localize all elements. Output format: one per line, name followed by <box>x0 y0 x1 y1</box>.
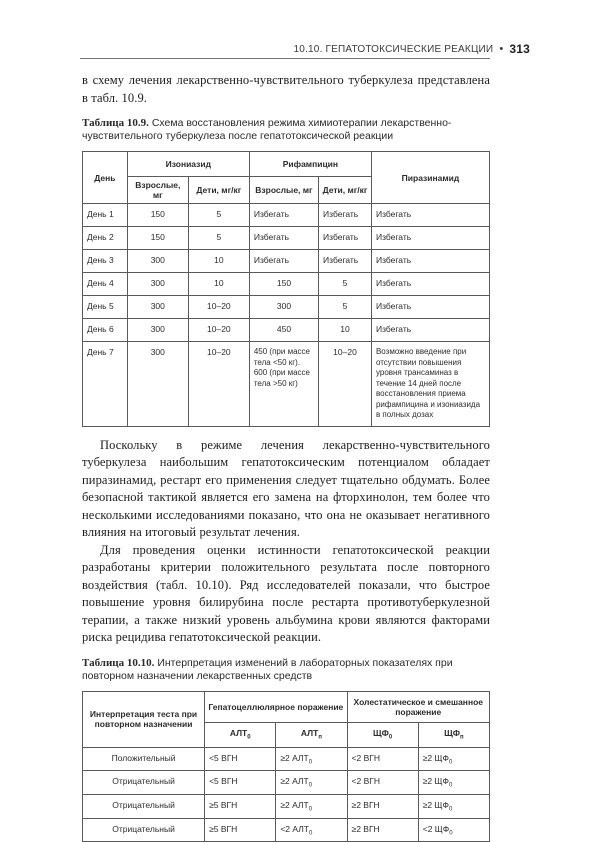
cell-day: День 7 <box>83 342 128 427</box>
cell-rif-child: 10 <box>319 319 372 342</box>
cell-iso-adult: 150 <box>127 204 188 227</box>
intro-paragraph: в схему лечения лекарственно-чувствительного туберкулеза представлена в табл. 10.9. <box>82 72 490 107</box>
table-row <box>83 296 490 319</box>
table-row <box>83 273 490 296</box>
table-row <box>83 227 490 250</box>
cell-interp: Положительный <box>83 747 205 771</box>
cell-pza: Избегать <box>371 250 489 273</box>
cell-iso-child: 10–20 <box>188 319 249 342</box>
cell-iso-adult: 300 <box>127 273 188 296</box>
cell-altn: ≥2 $АЛТ_0$ <box>276 747 347 771</box>
table1-caption <box>82 117 490 143</box>
cell-iso-child: 10 <box>188 250 249 273</box>
cell-shfp: ≥2 $ЩФ_0$ <box>418 794 489 818</box>
cell-rif-adult: 450 <box>249 319 318 342</box>
cell-day: День 4 <box>83 273 128 296</box>
cell-rif-adult: Избегать <box>249 250 318 273</box>
col-header-iso-children: Дети, мг/кг <box>188 177 249 204</box>
cell-day: День 1 <box>83 204 128 227</box>
cell-pza: Избегать <box>371 273 489 296</box>
cell-interp: Отрицательный <box>83 771 205 795</box>
cell-shf0: ≥2 ВГН <box>347 794 418 818</box>
cell-alt0: <5 ВГН <box>205 747 276 771</box>
cell-pza: Избегать <box>371 204 489 227</box>
col-header-iso-adults: Взрослые, мг <box>127 177 188 204</box>
cell-iso-child: 10–20 <box>188 342 249 427</box>
cell-alt0: ≥5 ВГН <box>205 818 276 842</box>
cell-rif-adult: Избегать <box>249 227 318 250</box>
col-header-rifampicin: Рифампицин <box>249 152 371 177</box>
cell-day: День 6 <box>83 319 128 342</box>
cell-iso-child: 5 <box>188 204 249 227</box>
cell-shf0: <2 ВГН <box>347 771 418 795</box>
col-header-altn: $АЛТ_п$ <box>276 722 347 747</box>
cell-day: День 5 <box>83 296 128 319</box>
cell-shfp: <2 $ЩФ_0$ <box>418 818 489 842</box>
cell-rif-child: Избегать <box>319 227 372 250</box>
table1-caption-text: Схема восстановления режима химиотерапии лекарственно-чувствительного туберкулеза после гепатотоксической реакции <box>82 117 451 142</box>
col-header-cholestatic: Холестатическое и смешанное поражение <box>347 691 489 722</box>
cell-rif-child: 5 <box>319 296 372 319</box>
cell-iso-child: 10 <box>188 273 249 296</box>
cell-pza: Избегать <box>371 319 489 342</box>
cell-iso-adult: 300 <box>127 319 188 342</box>
col-header-pyrazinamide: Пиразинамид <box>371 152 489 204</box>
cell-shfp: ≥2 $ЩФ_0$ <box>418 747 489 771</box>
table-row <box>83 818 490 842</box>
table-row <box>83 747 490 771</box>
col-header-alt0: $АЛТ_0$ <box>205 722 276 747</box>
cell-rif-adult: 150 <box>249 273 318 296</box>
table2-caption-label: Таблица 10.10. <box>82 657 154 669</box>
cell-iso-adult: 300 <box>127 250 188 273</box>
cell-rif-child: 5 <box>319 273 372 296</box>
cell-day: День 2 <box>83 227 128 250</box>
cell-iso-child: 10–20 <box>188 296 249 319</box>
cell-rif-child: Избегать <box>319 204 372 227</box>
table2-caption <box>82 657 490 683</box>
table-row <box>83 204 490 227</box>
cell-iso-adult: 300 <box>127 296 188 319</box>
separator-bullet: • <box>499 43 503 55</box>
cell-shfp: ≥2 $ЩФ_0$ <box>418 771 489 795</box>
cell-iso-adult: 150 <box>127 227 188 250</box>
header-rule <box>80 58 490 59</box>
cell-interp: Отрицательный <box>83 794 205 818</box>
cell-altn: ≥2 $АЛТ_0$ <box>276 771 347 795</box>
col-header-hepatocellular: Гепатоцеллюлярное поражение <box>205 691 347 722</box>
table-row <box>83 771 490 795</box>
rechallenge-table <box>82 691 490 842</box>
col-header-rif-children: Дети, мг/кг <box>319 177 372 204</box>
cell-rif-adult: Избегать <box>249 204 318 227</box>
cell-rif-child: Избегать <box>319 250 372 273</box>
cell-alt0: ≥5 ВГН <box>205 794 276 818</box>
table2-caption-text: Интерпретация изменений в лабораторных показателях при повторном назначении лекарственных средств <box>82 657 453 682</box>
table1-caption-label: Таблица 10.9. <box>82 117 149 129</box>
col-header-day: День <box>83 152 128 204</box>
col-header-interpretation: Интерпретация теста при повторном назначении <box>83 691 205 747</box>
col-header-rif-adults: Взрослые, мг <box>249 177 318 204</box>
cell-day: День 3 <box>83 250 128 273</box>
running-header <box>294 42 530 56</box>
cell-altn: ≥2 $АЛТ_0$ <box>276 794 347 818</box>
cell-pza: Избегать <box>371 296 489 319</box>
cell-rif-child: 10–20 <box>319 342 372 427</box>
page-content <box>82 72 490 842</box>
page-number: 313 <box>509 42 530 56</box>
cell-iso-adult: 300 <box>127 342 188 427</box>
cell-rif-adult: 450 (при массе тела <50 кг). 600 (при массе тела >50 кг) <box>249 342 318 427</box>
table-row <box>83 319 490 342</box>
col-header-shfp: $ЩФ_п$ <box>418 722 489 747</box>
cell-pza: Избегать <box>371 227 489 250</box>
section-title: 10.10. ГЕПАТОТОКСИЧЕСКИЕ РЕАКЦИИ <box>294 44 494 55</box>
cell-altn: <2 $АЛТ_0$ <box>276 818 347 842</box>
cell-shf0: <2 ВГН <box>347 747 418 771</box>
paragraph-pyrazinamide: Поскольку в режиме лечения лекарственно-чувствительного туберкулеза наибольшим гепатотоксическим потенциалом обладает пиразинамид, рестарт его применения следует тщательно обдумать. Более безопасной тактикой является его замена на фторхинолон, тем более что несколькими исследованиями показано, что она не оказывает негативного влияния на итоговый результат лечения. <box>82 437 490 542</box>
paragraph-criteria: Для проведения оценки истинности гепатотоксической реакции разработаны критерии положительного результата после повторного воздействия (табл. 10.10). Ряд исследователей показали, что быстрое повышение уровня билирубина после рестарта противотуберкулезной терапии, а также низкий уровень альбумина крови являются факторами риска рецидива гепатотоксической реакции. <box>82 542 490 647</box>
col-header-shf0: $ЩФ_0$ <box>347 722 418 747</box>
cell-shf0: ≥2 ВГН <box>347 818 418 842</box>
table-row <box>83 794 490 818</box>
regimen-table <box>82 151 490 427</box>
cell-rif-adult: 300 <box>249 296 318 319</box>
cell-alt0: <5 ВГН <box>205 771 276 795</box>
cell-iso-child: 5 <box>188 227 249 250</box>
col-header-isoniazid: Изониазид <box>127 152 249 177</box>
cell-pza: Возможно введение при отсутствии повышения уровня трансаминаз в течение 14 дней после восстановления приема рифампицина и изониазида в полных дозах <box>371 342 489 427</box>
table-row <box>83 342 490 427</box>
table-row <box>83 250 490 273</box>
cell-interp: Отрицательный <box>83 818 205 842</box>
